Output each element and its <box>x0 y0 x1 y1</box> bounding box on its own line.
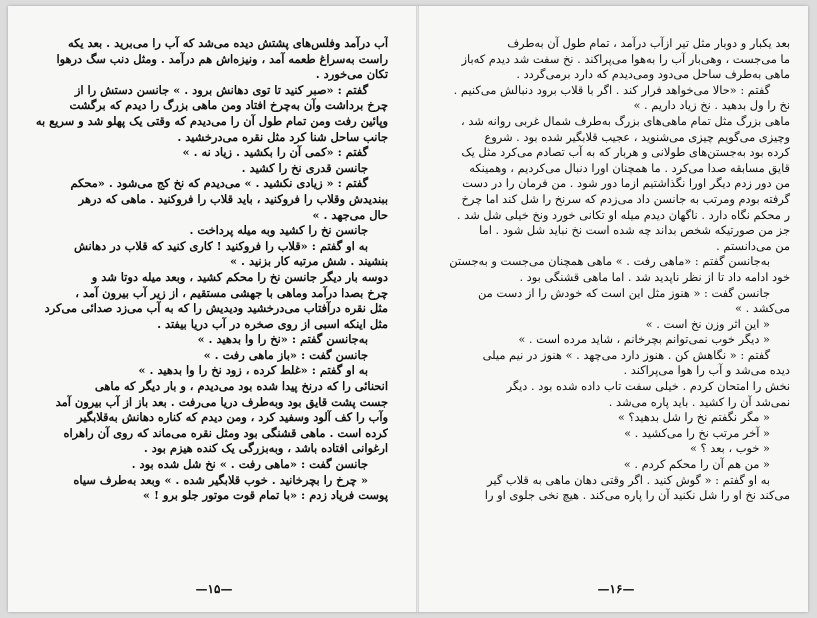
text-line: راست به‌سراغ طعمه آمد ، ونیزه‌اش هم درآمد . ومثل دنب سگ درهوا <box>56 51 388 66</box>
text-line: گفتم : «حالا می‌خواهد فرار کند . اگر با قلاب برود دنبالش می‌کنیم . <box>453 82 770 97</box>
text-line: « من هم آن را محکم کردم . » <box>623 457 770 472</box>
text-line: قایق مسابقه صدا می‌کرد . ما همچنان اورا دنبال می‌کردیم ، وهمینکه <box>469 160 790 175</box>
text-line: می‌کشد . » <box>735 301 790 316</box>
text-line: جانسن نخ را کشید وبه میله پرداخت . <box>189 223 368 238</box>
text-line: گفتم : « زیادی نکشید . » می‌دیدم که نخ کج می‌شود . «محکم <box>70 176 368 191</box>
text-line: من می‌دانستم . <box>716 238 790 253</box>
text-line: به او گفتم : «قلاب را فروکنید ! کاری کنید که قلاب در دهانش <box>73 238 368 253</box>
book-gutter <box>416 6 419 612</box>
text-line: انحنائی را که درنخ پیدا شده بود می‌دیدم ، و بار دیگر که ماهی <box>94 379 388 394</box>
text-line: دیده می‌شد و آب را هوا می‌پراکند . <box>623 363 790 378</box>
text-line: ر محکم نگاه دارد . ناگهان دیدم میله او تکانی خورد ونخ خیلی شل شد . <box>456 207 790 222</box>
text-line: نخ را ول بدهید . نخ زیاد داریم . » <box>633 98 790 113</box>
page-right <box>436 36 790 576</box>
text-line: جانب ساحل شنا کرد مثل نقره می‌درخشید . <box>177 129 388 144</box>
text-line: می‌کند نخ او را شل نکنید آن را پاره می‌کند . هیچ نخی جلوی او را <box>484 488 790 503</box>
text-line: گرفته بودم ومرتب به جانسن داد می‌زدم که سرنخ را شل کند اما چرخ <box>461 191 790 206</box>
text-line: آب درآمد وفلس‌های پشتش دیده می‌شد که آب را می‌برید . بعد یکه <box>68 36 388 50</box>
text-line: گفتم : «کمی آن را بکشید . زیاد نه . » <box>182 145 368 160</box>
text-line: « خوب ، بعد ؟ » <box>689 441 770 456</box>
text-line: جست پشت قایق بود وبه‌طرف دریا می‌رفت . بعد باز از آب بیرون آمد <box>55 394 388 409</box>
page-number-left: —١۵— <box>195 582 233 596</box>
text-line: کرده بود به‌جستن‌های طولانی و هربار که به آب تصادم می‌کرد مثل یک <box>461 145 790 160</box>
text-line: به او گفتم : «غلط کرده ، زود نخ را وا بدهید . » <box>138 363 368 378</box>
text-line: به‌جانسن گفتم : «ماهی رفت . » ماهی همچنان می‌جست و به‌جستن <box>449 254 770 269</box>
text-line: گفتم : « نگاهش کن . هنوز دارد می‌چهد . » هنوز در نیم میلی <box>482 347 770 362</box>
text-line: بنشیند . شش مرتبه کار بزنید . » <box>229 254 388 269</box>
page-left <box>34 36 388 576</box>
text-line: چرخ برداشت وآن به‌چرخ افتاد ومن ماهی بزرگ را دیدم که برگشت <box>69 98 388 113</box>
text-line: جز من صورتیکه شخص بداند چه شده است نخ نباید شل شود . اما <box>479 223 790 238</box>
text-line: ببندیدش وقلاب را فروکنید ، باید قلاب را فروکنید . ماهی که درهر <box>78 191 388 206</box>
text-line: گفتم : «صبر کنید تا توی دهانش برود . » جانسن دستش را از <box>74 82 368 97</box>
text-line: مثل اینکه اسبی از روی صخره در آب دریا بیفتد . <box>157 316 388 331</box>
text-line: جانسن گفت : « هنوز مثل این است که خودش را از دست من <box>478 285 770 300</box>
text-line: « این اثر وزن نخ است . » <box>645 316 770 331</box>
text-line: ماهی بزرگ مثل تمام ماهی‌های بزرگ به‌طرف شمال غربی روانه شد ، <box>461 113 790 128</box>
text-line: وپائین رفت ومن تمام طول آن را می‌دیدم که وقتی یک پهلو شد و سریع به <box>35 113 388 128</box>
book-spread <box>8 6 808 612</box>
text-line: چرخ بصدا درآمد وماهی با جهشی مستقیم ، از زیر آب بیرون آمد ، <box>75 285 388 300</box>
text-line: « آخر مرتب نخ را می‌کشید . » <box>624 425 770 440</box>
text-line: کرده است . ماهی قشنگی بود ومثل نقره می‌ماند که روی آن راهراه <box>63 425 388 440</box>
text-line: « چرخ را بچرخانید . خوب قلابگیر شده . » وبعد به‌طرف سیاه <box>73 472 368 487</box>
text-line: جانسن قدری نخ را کشید . <box>241 160 368 175</box>
text-line: من دور زدم دیگر اورا نگذاشتیم ازما دور شود . من فرمان را در دست <box>462 176 790 191</box>
text-line: ماهی به‌طرف ساحل می‌دود ومی‌دیدم که دارد برمی‌گردد . <box>516 67 790 82</box>
text-line: ارغوانی افتاده باشد ، وبه‌بزرگی یک کنده هیزم بود . <box>143 441 388 456</box>
text-line: وآب را کف آلود وسفید کرد ، ومن دیدم که کناره دهانش به‌قلابگیر <box>77 410 388 425</box>
text-line: نمی‌شد آن را کشید . باید پاره می‌شد . <box>608 394 790 409</box>
text-line: نخش را امتحان کردم . خیلی سفت تاب داده شده بود . دیگر <box>506 379 790 394</box>
text-line: « مگر نگفتم نخ را شل بدهید؟ » <box>617 410 770 425</box>
text-line: مثل نقره درآفتاب می‌درخشید ودیدیش را که به آب می‌زد صدائی می‌کرد <box>44 301 388 316</box>
text-line: به او گفتم : « گوش کنید . اگر وقتی دهان ماهی به قلاب گیر <box>487 472 770 487</box>
text-line: جانسن گفت : «ماهی رفت . » نخ شل شده بود . <box>131 457 368 472</box>
text-line: وچیزی می‌گویم چیزی می‌شنوید ، عجیب قلابگیر شده بود . شروع <box>484 129 790 144</box>
text-line: به‌جانسن گفتم : «نخ را وا بدهید . » <box>197 332 368 347</box>
text-line: خود ادامه داد تا از نظر ناپدید شد . اما ماهی قشنگی بود . <box>519 269 790 284</box>
text-line: ما می‌جست ، وهی‌بار آب را به‌هوا می‌پراکند . نخ سفت شد دیدم که‌باز <box>461 51 790 66</box>
text-line: دوسه بار دیگر جانسن نخ را محکم کشید ، وبعد میله دوتا شد و <box>91 269 388 284</box>
text-line: « دیگر خوب نمی‌توانم بچرخانم ، شاید مرده است . » <box>518 332 770 347</box>
text-line: جانسن گفت : «باز ماهی رفت . » <box>203 347 368 362</box>
text-line: بعد یکبار و دوبار مثل تیر ازآب درآمد ، تمام طول آن به‌طرف <box>507 36 790 50</box>
page-number-right: —١۶— <box>597 582 635 596</box>
text-line: تکان می‌خورد . <box>315 67 388 82</box>
text-line: پوست فریاد زدم : «با تمام قوت موتور جلو برو ! » <box>142 488 388 503</box>
text-line: حال می‌جهد . » <box>312 207 388 222</box>
